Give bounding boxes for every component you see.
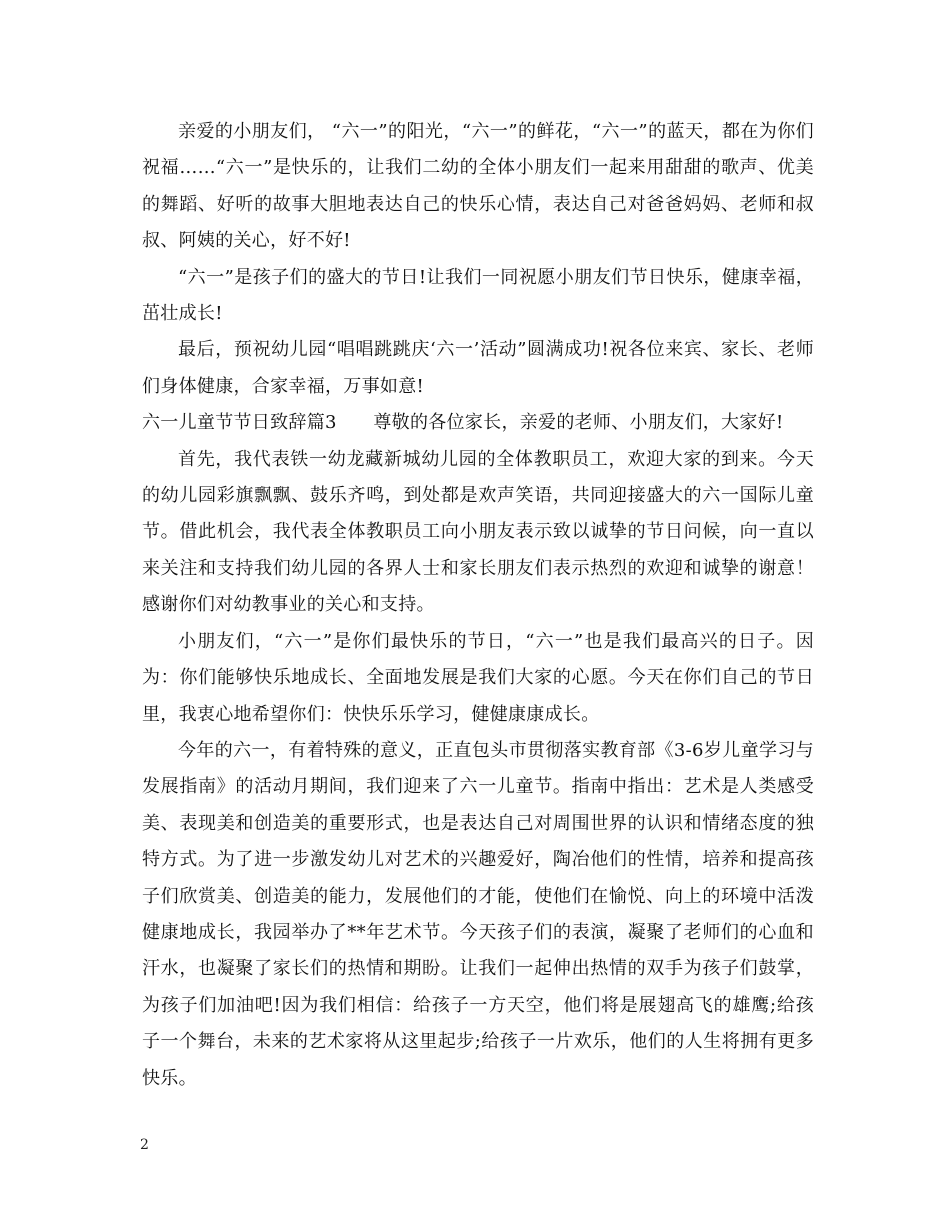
document-body xyxy=(142,114,814,1097)
paragraph-art-festival: 今年的六一，有着特殊的意义，正直包头市贯彻落实教育部《3-6岁儿童学习与发展指南》的活动月期间，我们迎来了六一儿童节。指南中指出：艺术是人类感受美、表现美和创造美的重要形式，也是表达自己对周围世界的认识和情绪态度的独特方式。为了进一步激发幼儿对艺术的兴趣爱好，陶冶他们的性情，培养和提高孩子们欣赏美、创造美的能力，发展他们的才能，使他们在愉悦、向上的环境中活泼健康地成长，我园举办了**年艺术节。今天孩子们的表演，凝聚了老师们的心血和汗水，也凝聚了家长们的热情和期盼。让我们一起伸出热情的双手为孩子们鼓掌，为孩子们加油吧!因为我们相信：给孩子一方天空，他们将是展翅高飞的雄鹰;给孩子一个舞台，未来的艺术家将从这里起步;给孩子一片欢乐，他们的人生将拥有更多快乐。 xyxy=(142,739,814,1089)
page-number: 2 xyxy=(140,1137,149,1153)
paragraph-festival-wish: “六一”是孩子们的盛大的节日!让我们一同祝愿小朋友们节日快乐，健康幸福，茁壮成长! xyxy=(142,266,814,325)
section-heading: 六一儿童节节日致辞篇3 尊敬的各位家长，亲爱的老师、小朋友们，大家好! xyxy=(142,412,784,434)
paragraph-welcome: 首先，我代表铁一幼龙藏新城幼儿园的全体教职员工，欢迎大家的到来。今天的幼儿园彩旗飘飘、鼓乐齐鸣，到处都是欢声笑语，共同迎接盛大的六一国际儿童节。借此机会，我代表全体教职员工向小朋友表示致以诚挚的节日问候，向一直以来关注和支持我们幼儿园的各界人士和家长朋友们表示热烈的欢迎和诚挚的谢意！感谢你们对幼教事业的关心和支持。 xyxy=(142,448,814,616)
paragraph-greeting: 亲爱的小朋友们， “六一”的阳光，“六一”的鲜花，“六一”的蓝天，都在为你们祝福……“六一”是快乐的，让我们二幼的全体小朋友们一起来用甜甜的歌声、优美的舞蹈、好听的故事大胆地表达自己的快乐心情，表达自己对爸爸妈妈、老师和叔叔、阿姨的关心，好不好! xyxy=(142,121,814,252)
paragraph-children-day: 小朋友们，“六一”是你们最快乐的节日，“六一”也是我们最高兴的日子。因为：你们能够快乐地成长、全面地发展是我们大家的心愿。今天在你们自己的节日里，我衷心地希望你们：快快乐乐学习，健健康康成长。 xyxy=(142,630,814,725)
paragraph-closing-wish: 最后，预祝幼儿园“唱唱跳跳庆‘六一’活动”圆满成功!祝各位来宾、家长、老师们身体健康，合家幸福，万事如意! xyxy=(142,339,814,397)
